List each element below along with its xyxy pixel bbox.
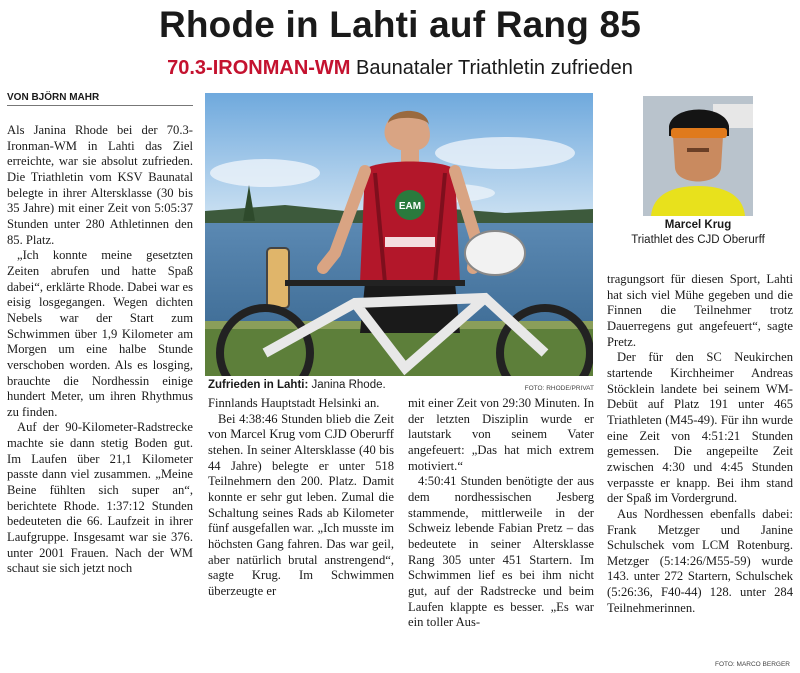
- paragraph: Auf der 90-Kilometer-Radstrecke machte sie dann stetig Boden gut. Im Laufen über 21,1 Kilometer passte dann viel zusammen. „Meine Beine fühlten sich super an“, berichtete Rhode. 1:37:12 Stunden bedeuteten die 66. Laufzeit in ihrer Laufgruppe. Insgesamt war sie 376. unter 2001 Frauen. Nach der WM schaut sie sich jetzt noch: [7, 420, 193, 576]
- subhead-text: Baunataler Triathletin zufrieden: [356, 57, 633, 79]
- headline: Rhode in Lahti auf Rang 85: [158, 4, 642, 45]
- article-column-1: [7, 123, 193, 577]
- athlete-photo-illustration: [205, 93, 593, 376]
- byline: VON BJÖRN MAHR: [7, 92, 193, 106]
- portrait-illustration: [643, 96, 753, 216]
- portrait-name: Marcel Krug: [664, 219, 732, 231]
- paragraph: 4:50:41 Stunden benötigte der aus dem nordhessischen Jesberg stammende, mittlerweile in der Schweiz lebende Fabian Pretz – das bedeutete in seiner Altersklasse Rang 305 unter 451 Startern. Im Schwimmen lief es bei ihm nicht gut, auf der Radstrecke und beim Laufen klappte es besser. „Es war ein toller Aus-: [408, 474, 594, 630]
- subhead-kicker: 70.3-IRONMAN-WM: [167, 57, 351, 79]
- paragraph: Finnlands Hauptstadt Helsinki an.: [208, 396, 380, 410]
- subheadline: [0, 57, 800, 80]
- portrait-role: Triathlet des CJD Oberurff: [631, 234, 765, 246]
- photo-credit-portrait: FOTO: MARCO BERGER: [715, 661, 790, 668]
- article-column-2: [208, 396, 394, 600]
- article-column-4: [607, 272, 793, 616]
- paragraph: tragungsort für diesen Sport, Lahti hat sich viel Mühe gegeben und die Finnen die Teilnehmer trotz Dauerregens gut angefeuert“, sagte Pretz.: [607, 272, 793, 349]
- paragraph: Aus Nordhessen ebenfalls dabei: Frank Metzger und Janine Schulschek vom LCM Rotenburg. Metzger (5:14:26/M55-59) wurde 143. unter 272 Startern, Schulschek (5:26:36, F40-44) 128. unter 284 Teilnehmerinnen.: [607, 506, 793, 615]
- paragraph: Der für den SC Neukirchen startende Kirchheimer Andreas Stöcklein landete bei seinem WM-Debüt auf Platz 191 unter 465 Triathleten (M45-49). Für ihn wurde eine Zeit von 4:51:21 Stunden gemessen. Die angepeilte Zeit zwischen 4:30 und 4:45 Stunden verpasste er knapp. Bei ihm stand der Spaß im Vordergrund.: [607, 350, 793, 506]
- paragraph: Als Janina Rhode bei der 70.3-Ironman-WM in Lahti das Ziel erreichte, war sie absolut zufrieden. Die Triathletin vom KSV Baunatal belegte in ihrer Altersklasse (30 bis 35 Jahre) mit einer Zeit von 5:05:37 Stunden unter 280 Athletinnen den 85. Platz.: [7, 123, 193, 247]
- photo-credit: FOTO: RHODE/PRIVAT: [524, 385, 594, 392]
- portrait-photo: [643, 96, 753, 216]
- paragraph: „Ich konnte meine gesetzten Zeiten abrufen und hatte Spaß dabei“, erklärte Rhode. Dabei war es eisig losgegangen. Wegen dichten Nebels war der Start zum Schwimmen über 1,9 Kilometer am Morgen um eine halbe Stunde verschoben worden. Als es losging, brauchte die Nordhessin einige hundert Meter, um ihren Rhythmus zu finden.: [7, 248, 193, 419]
- paragraph: Bei 4:38:46 Stunden blieb die Zeit von Marcel Krug vom CJD Oberurff stehen. In seiner Altersklasse (40 bis 44 Jahre) belegte er unter 518 Teilnehmern den 200. Platz. Damit konnte er sehr gut leben. Zumal die Schaltung seines Rads ab Kilometer fünf ausgefallen war. „Ich musste im höchsten Gang fahren. Das war geil, aber natürlich brutal anstrengend“, sagte Krug. Im Schwimmen überzeugte er: [208, 411, 394, 598]
- article-column-3: [408, 396, 594, 631]
- caption-label: Zufrieden in Lahti:: [208, 379, 309, 391]
- jersey-badge-text: EAM: [398, 201, 422, 212]
- caption-text: Janina Rhode.: [311, 379, 386, 391]
- paragraph: mit einer Zeit von 29:30 Minuten. In der letzten Disziplin wurde er lautstark von seinem Vater angefeuert: „Das hat mich extrem motiviert.“: [408, 396, 594, 473]
- main-photo: [205, 93, 593, 376]
